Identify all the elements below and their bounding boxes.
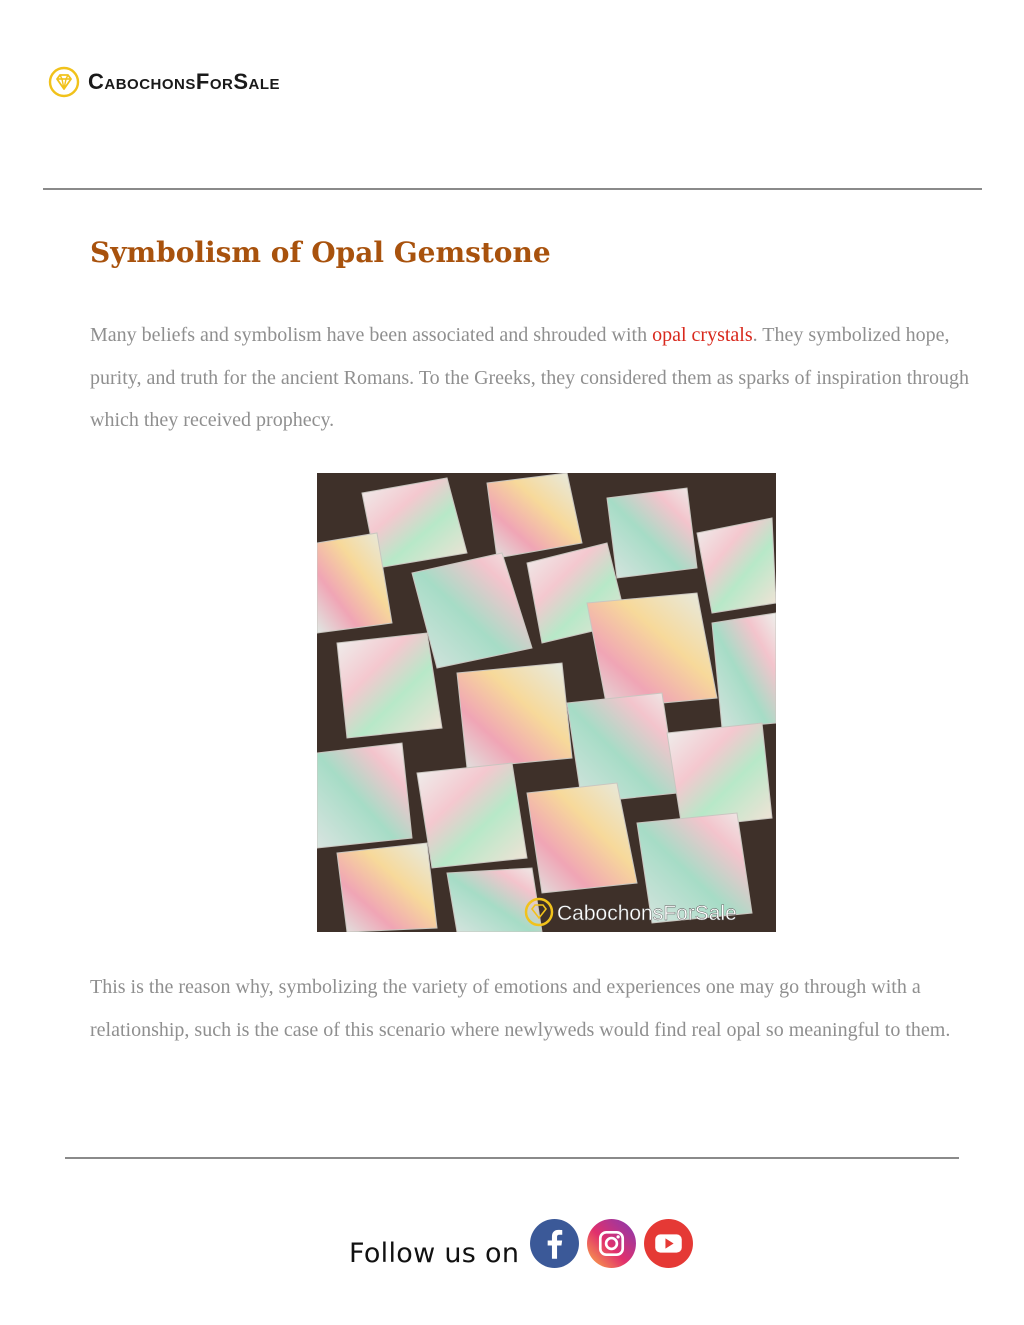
youtube-icon[interactable]: [643, 1218, 694, 1269]
header-divider: [43, 188, 982, 190]
intro-text-end: . They symbolized hope, purity, and truth for the ancient Romans. To the Greeks, they considered them as sparks of inspiration through which they received prophecy.: [90, 324, 969, 431]
gem-icon: [48, 66, 80, 98]
facebook-icon[interactable]: [529, 1218, 580, 1269]
watermark-text: CabochonsForSale: [557, 902, 737, 925]
article-title: Symbolism of Opal Gemstone: [90, 236, 551, 269]
brand-logo[interactable]: [48, 66, 280, 98]
closing-paragraph: This is the reason why, symbolizing the variety of emotions and experiences one may go through with a relationship, such is the case of this scenario where newlyweds would find real opal so meaningful to them.: [90, 976, 951, 1041]
instagram-icon[interactable]: [586, 1218, 637, 1269]
brand-name: CabochonsForSale: [88, 69, 281, 94]
opal-crystals-link[interactable]: opal crystals: [652, 324, 753, 346]
intro-paragraph: [90, 314, 990, 442]
opal-crystals-image: [317, 473, 776, 932]
footer-divider: [65, 1157, 959, 1159]
intro-text-start: Many beliefs and symbolism have been associated and shrouded with: [90, 324, 653, 346]
watermark: [526, 899, 737, 925]
follow-us-label: Follow us on: [349, 1238, 520, 1269]
